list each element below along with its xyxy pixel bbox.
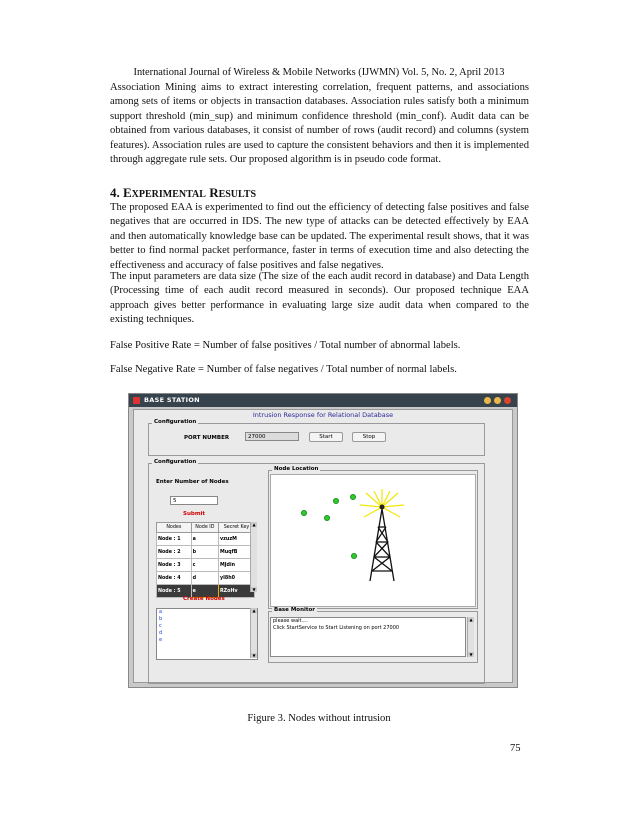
col-node-id[interactable]: Node ID — [191, 523, 218, 533]
scroll-up-icon[interactable]: ▲ — [469, 617, 473, 622]
section-heading: 4. EXPERIMENTAL RESULTS — [110, 185, 257, 200]
page-number: 75 — [510, 743, 521, 754]
paragraph-association-mining: Association Mining aims to extract interesting correlation, frequent patterns, and associations among sets of items or objects in transaction databases. Association rules satisfy both a minimum support threshold (min_sup) and minimum confidence threshold (min_conf). Audit data can be obtained from various databases, it consist of number of rows (audit record) and columns (system features). Association rules are used to capture the consistent behaviors and then it is implemented through aggregate rule sets. Our proposed algorithm is in pseudo code format. — [110, 82, 529, 166]
nodes-table-scrollbar[interactable] — [250, 522, 257, 592]
list-item[interactable]: e — [159, 637, 163, 643]
base-monitor-log[interactable] — [270, 617, 466, 657]
base-monitor-label: Base Monitor — [274, 607, 315, 613]
port-number-label: PORT NUMBER — [184, 435, 230, 441]
port-number-field[interactable]: 27000 — [245, 432, 299, 441]
journal-header: International Journal of Wireless & Mobile Networks (IJWMN) Vol. 5, No. 2, April 2013 — [133, 67, 505, 78]
figure-caption: Figure 3. Nodes without intrusion — [247, 713, 391, 724]
stop-button[interactable]: Stop — [352, 432, 386, 442]
col-nodes[interactable]: Nodes — [157, 523, 192, 533]
created-nodes-list — [156, 608, 258, 660]
minimize-icon[interactable] — [484, 397, 491, 404]
list-item[interactable]: c — [159, 623, 162, 629]
paragraph-input-parameters: The input parameters are data size (The size of the each audit record in database) and Data Length (Processing time of each audit record measured in seconds). Our proposed technique EAA approach gives better performance in evaluating large size audit data when compared to the existing techniques. — [110, 271, 529, 326]
number-of-nodes-input[interactable]: 5 — [170, 496, 218, 505]
table-row[interactable]: Node : 3 c MJdin — [157, 559, 255, 572]
node-marker[interactable] — [324, 515, 330, 521]
monitor-line: please wait.... — [273, 618, 308, 624]
node-location-label: Node Location — [274, 466, 319, 472]
false-positive-formula: False Positive Rate = Number of false positives / Total number of abnormal labels. — [110, 340, 461, 351]
window-body — [133, 409, 513, 683]
node-marker[interactable] — [301, 510, 307, 516]
scroll-down-icon[interactable]: ▼ — [252, 653, 256, 658]
paragraph-experiment: The proposed EAA is experimented to find out the efficiency of detecting false positives and false negatives that are occurred in IDS. The new type of attacks can be detected effectively by EAA and then automatically knowledge base can be updated. The experimental result shows, that it was better to find normal packet performance, faster in terms of execution time and also detecting the effectiveness and accuracy of false positives and false negatives. — [110, 202, 529, 271]
app-title: Intrusion Response for Relational Database — [252, 411, 394, 419]
node-marker[interactable] — [333, 498, 339, 504]
scroll-down-icon[interactable]: ▼ — [252, 587, 256, 592]
table-row[interactable]: Node : 1 a vzuzM — [157, 533, 255, 546]
list-item[interactable]: a — [159, 609, 163, 615]
configuration-label-2: Configuration — [154, 459, 197, 465]
close-icon[interactable] — [504, 397, 511, 404]
table-row[interactable]: Node : 4 d yI8h0 — [157, 572, 255, 585]
table-row-selected[interactable]: Node : 5 e RZoHv — [157, 585, 255, 598]
create-nodes-button[interactable]: Create Nodes — [183, 596, 225, 602]
base-monitor-scrollbar[interactable] — [467, 617, 474, 657]
scroll-up-icon[interactable]: ▲ — [252, 608, 256, 613]
window-titlebar — [129, 394, 517, 407]
submit-button[interactable]: Submit — [183, 511, 206, 517]
base-station-tower-icon — [356, 487, 408, 583]
monitor-line: Click StartService to Start Listening on port 27000 — [273, 625, 400, 631]
base-station-window — [128, 393, 518, 688]
list-item[interactable]: d — [159, 630, 163, 636]
enter-number-of-nodes-label: Enter Number of Nodes — [156, 479, 229, 485]
node-location-map[interactable] — [270, 474, 476, 607]
scroll-up-icon[interactable]: ▲ — [252, 522, 256, 527]
created-nodes-scrollbar[interactable] — [250, 608, 257, 658]
window-title: BASE STATION — [144, 396, 200, 404]
list-item[interactable]: b — [159, 616, 163, 622]
configuration-port-group — [148, 419, 485, 456]
col-secret-key[interactable]: Secret Key — [218, 523, 254, 533]
configuration-label: Configuration — [154, 419, 197, 425]
start-button[interactable]: Start — [309, 432, 343, 442]
scroll-down-icon[interactable]: ▼ — [469, 652, 473, 657]
maximize-icon[interactable] — [494, 397, 501, 404]
app-icon — [133, 397, 140, 404]
table-row[interactable]: Node : 2 b MuqfB — [157, 546, 255, 559]
false-negative-formula: False Negative Rate = Number of false negatives / Total number of normal labels. — [110, 364, 457, 375]
nodes-table — [156, 522, 255, 598]
